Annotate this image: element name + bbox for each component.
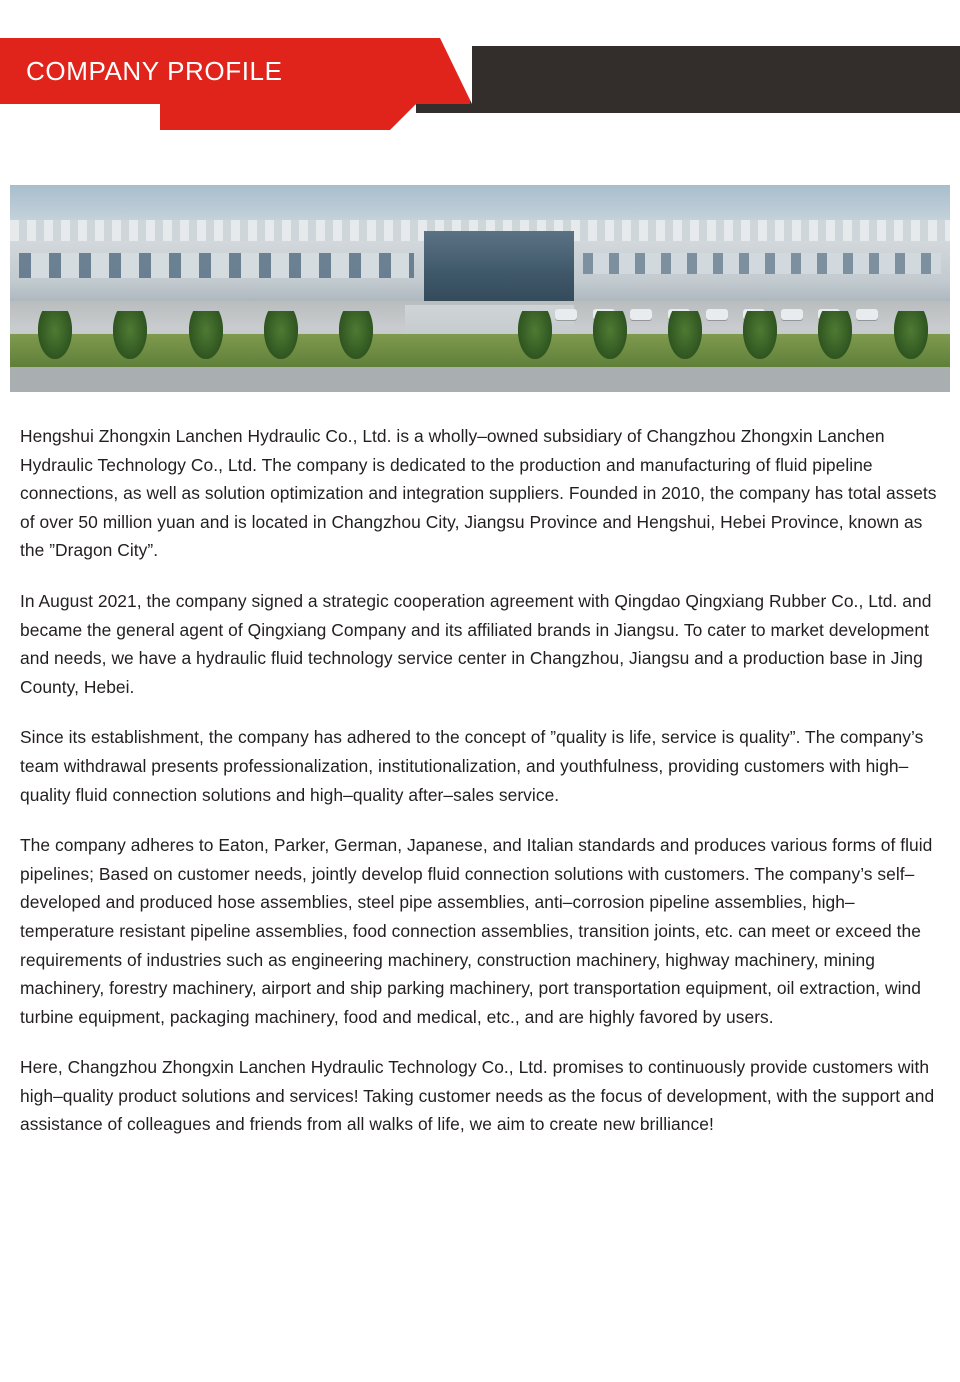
- photo-tree: [518, 311, 552, 359]
- photo-tree: [339, 311, 373, 359]
- photo-car: [706, 309, 728, 320]
- photo-tree: [668, 311, 702, 359]
- header-red-lower-bar: [160, 104, 415, 130]
- photo-tree: [818, 311, 852, 359]
- photo-tree: [113, 311, 147, 359]
- page-header: [0, 0, 960, 145]
- photo-lawn: [10, 334, 950, 367]
- paragraph: In August 2021, the company signed a strategic cooperation agreement with Qingdao Qingxiang Rubber Co., Ltd. and became the general agent of Qingxiang Company and its affiliated brands in Jiangsu. To cater to market development and needs, we have a hydraulic fluid technology service center in Changzhou, Jiangsu and a production base in Jing County, Hebei.: [20, 590, 932, 697]
- paragraph: Since its establishment, the company has adhered to the concept of ”quality is life, service is quality”. The company’s team withdrawal presents professionalization, institutionalization, and youthfulness, providing customers with high–quality fluid connection solutions and high–quality after–sales service.: [20, 727, 924, 805]
- photo-car: [630, 309, 652, 320]
- photo-tree: [189, 311, 223, 359]
- factory-exterior-photo: [10, 185, 950, 392]
- photo-road: [10, 367, 950, 392]
- company-profile-body: [0, 392, 960, 1139]
- photo-tree: [743, 311, 777, 359]
- photo-car: [856, 309, 878, 320]
- photo-car: [781, 309, 803, 320]
- photo-tree: [894, 311, 928, 359]
- photo-tree: [38, 311, 72, 359]
- photo-tree: [593, 311, 627, 359]
- paragraph: Hengshui Zhongxin Lanchen Hydraulic Co., Ltd. is a wholly–owned subsidiary of Changzhou Zhongxin Lanchen Hydraulic Technology Co., Ltd. The company is dedicated to the production and manufacturing of fluid pipeline connections, as well as solution optimization and integration suppliers. Founded in 2010, the company has total assets of over 50 million yuan and is located in Changzhou City, Jiangsu Province and Hengshui, Hebei Province, known as the ”Dragon City”.: [20, 426, 937, 561]
- photo-windows-right: [583, 253, 940, 274]
- photo-windows-left: [19, 253, 414, 278]
- paragraph: Here, Changzhou Zhongxin Lanchen Hydraulic Technology Co., Ltd. promises to continuously provide customers with high–quality product solutions and services! Taking customer needs as the focus of development, with the support and assistance of colleagues and friends from all walks of life, we aim to create new brilliance!: [20, 1057, 935, 1135]
- paragraph: The company adheres to Eaton, Parker, German, Japanese, and Italian standards and produces various forms of fluid pipelines; Based on customer needs, jointly develop fluid connection solutions with customers. The company’s self–developed and produced hose assemblies, steel pipe assemblies, anti–corrosion pipeline assemblies, high–temperature resistant pipeline assemblies, food connection assemblies, transition joints, etc. can meet or exceed the requirements of industries such as engineering machinery, construction machinery, highway machinery, mining machinery, forestry machinery, airport and ship parking machinery, port transportation equipment, oil extraction, wind turbine equipment, packaging machinery, food and medical, etc., and are highly favored by users.: [20, 835, 933, 1027]
- header-red-lower-notch: [390, 104, 416, 130]
- photo-tree: [264, 311, 298, 359]
- photo-glass-atrium: [424, 231, 574, 306]
- header-red-notch: [440, 38, 472, 104]
- photo-car: [555, 309, 577, 320]
- page-title: COMPANY PROFILE: [26, 56, 283, 86]
